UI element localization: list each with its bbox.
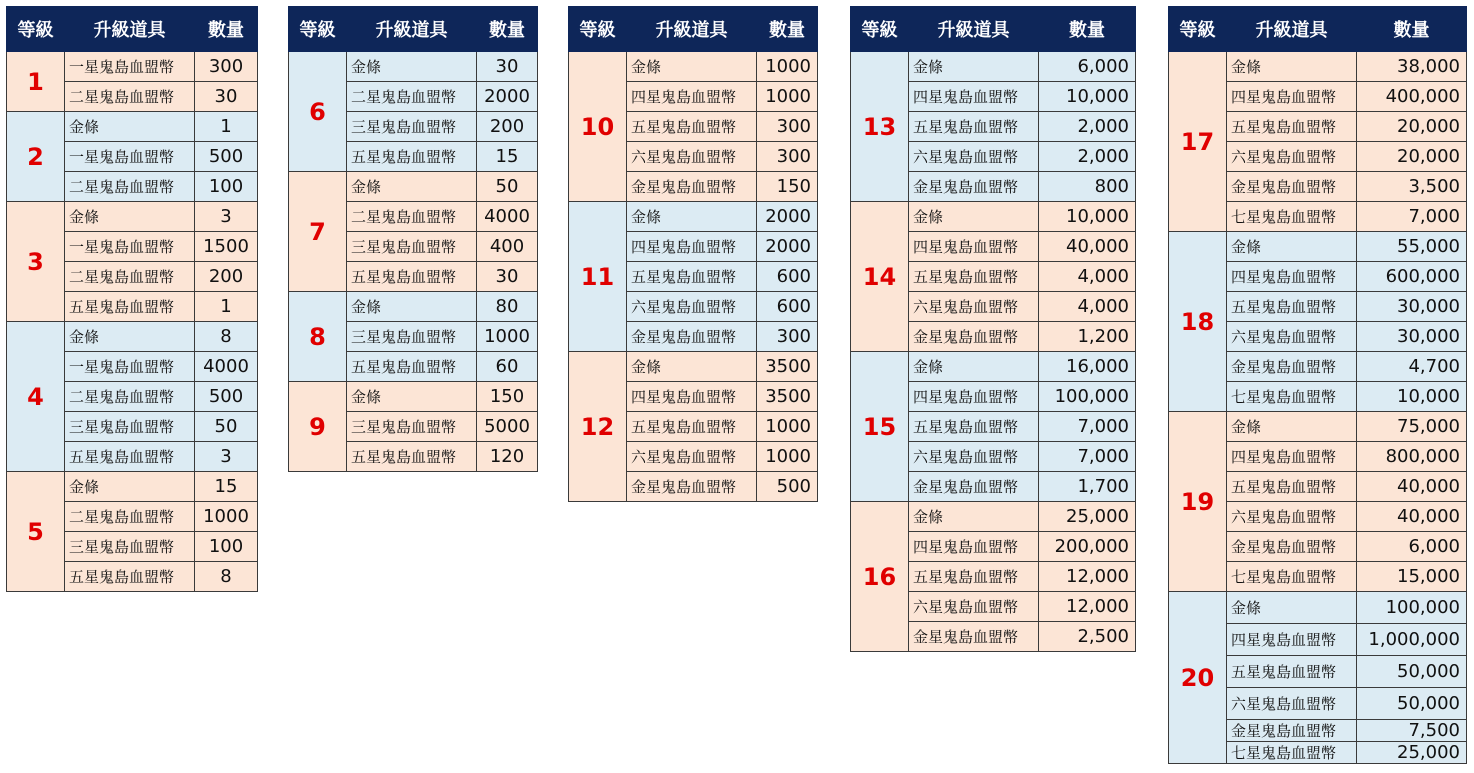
upgrade-table-2 — [288, 6, 538, 472]
item-cell: 五星鬼島血盟幣 — [347, 442, 477, 472]
item-cell: 金條 — [909, 502, 1039, 532]
item-cell: 六星鬼島血盟幣 — [1227, 322, 1357, 352]
item-cell: 五星鬼島血盟幣 — [347, 352, 477, 382]
item-cell: 五星鬼島血盟幣 — [1227, 656, 1357, 688]
qty-cell: 25,000 — [1357, 742, 1467, 764]
upgrade-table-1 — [6, 6, 258, 592]
qty-cell: 40,000 — [1039, 232, 1136, 262]
qty-cell: 1,200 — [1039, 322, 1136, 352]
qty-cell: 500 — [195, 382, 258, 412]
qty-cell: 4,700 — [1357, 352, 1467, 382]
qty-cell: 4000 — [477, 202, 538, 232]
level-cell: 18 — [1169, 232, 1227, 412]
qty-cell: 150 — [477, 382, 538, 412]
qty-cell: 200,000 — [1039, 532, 1136, 562]
qty-cell: 3 — [195, 442, 258, 472]
header-qty: 數量 — [1357, 7, 1467, 52]
item-cell: 五星鬼島血盟幣 — [627, 112, 757, 142]
qty-cell: 1500 — [195, 232, 258, 262]
item-cell: 五星鬼島血盟幣 — [1227, 472, 1357, 502]
item-cell: 三星鬼島血盟幣 — [347, 232, 477, 262]
item-cell: 一星鬼島血盟幣 — [65, 232, 195, 262]
item-cell: 金條 — [1227, 412, 1357, 442]
header-level: 等級 — [1169, 7, 1227, 52]
header-item: 升級道具 — [65, 7, 195, 52]
qty-cell: 50,000 — [1357, 688, 1467, 720]
item-cell: 五星鬼島血盟幣 — [65, 292, 195, 322]
table-row — [569, 202, 818, 232]
qty-cell: 1000 — [757, 442, 818, 472]
header-qty: 數量 — [757, 7, 818, 52]
upgrade-table-5 — [1168, 6, 1467, 764]
qty-cell: 2,500 — [1039, 622, 1136, 652]
level-cell: 9 — [289, 382, 347, 472]
item-cell: 四星鬼島血盟幣 — [909, 232, 1039, 262]
item-cell: 四星鬼島血盟幣 — [1227, 624, 1357, 656]
item-cell: 金條 — [347, 172, 477, 202]
qty-cell: 20,000 — [1357, 112, 1467, 142]
qty-cell: 100 — [195, 532, 258, 562]
level-cell: 14 — [851, 202, 909, 352]
item-cell: 三星鬼島血盟幣 — [65, 412, 195, 442]
item-cell: 金星鬼島血盟幣 — [909, 322, 1039, 352]
item-cell: 四星鬼島血盟幣 — [909, 532, 1039, 562]
level-cell: 20 — [1169, 592, 1227, 764]
item-cell: 二星鬼島血盟幣 — [347, 82, 477, 112]
table-row — [7, 472, 258, 502]
item-cell: 金條 — [347, 292, 477, 322]
item-cell: 六星鬼島血盟幣 — [1227, 688, 1357, 720]
qty-cell: 40,000 — [1357, 502, 1467, 532]
qty-cell: 1000 — [195, 502, 258, 532]
table-row — [7, 322, 258, 352]
item-cell: 六星鬼島血盟幣 — [1227, 502, 1357, 532]
level-cell: 13 — [851, 52, 909, 202]
qty-cell: 50 — [477, 172, 538, 202]
qty-cell: 600 — [757, 262, 818, 292]
level-cell: 7 — [289, 172, 347, 292]
item-cell: 金星鬼島血盟幣 — [627, 172, 757, 202]
item-cell: 一星鬼島血盟幣 — [65, 52, 195, 82]
qty-cell: 30 — [477, 262, 538, 292]
item-cell: 金條 — [909, 352, 1039, 382]
level-cell: 12 — [569, 352, 627, 502]
qty-cell: 7,000 — [1357, 202, 1467, 232]
item-cell: 五星鬼島血盟幣 — [627, 412, 757, 442]
qty-cell: 10,000 — [1039, 82, 1136, 112]
qty-cell: 15 — [195, 472, 258, 502]
item-cell: 五星鬼島血盟幣 — [1227, 292, 1357, 322]
qty-cell: 1,700 — [1039, 472, 1136, 502]
qty-cell: 30,000 — [1357, 292, 1467, 322]
qty-cell: 100 — [195, 172, 258, 202]
qty-cell: 15,000 — [1357, 562, 1467, 592]
level-cell: 5 — [7, 472, 65, 592]
qty-cell: 200 — [477, 112, 538, 142]
qty-cell: 12,000 — [1039, 592, 1136, 622]
item-cell: 四星鬼島血盟幣 — [1227, 262, 1357, 292]
item-cell: 金條 — [65, 112, 195, 142]
item-cell: 金星鬼島血盟幣 — [1227, 532, 1357, 562]
item-cell: 四星鬼島血盟幣 — [909, 82, 1039, 112]
item-cell: 四星鬼島血盟幣 — [627, 382, 757, 412]
item-cell: 一星鬼島血盟幣 — [65, 142, 195, 172]
qty-cell: 100,000 — [1039, 382, 1136, 412]
item-cell: 金條 — [347, 382, 477, 412]
qty-cell: 38,000 — [1357, 52, 1467, 82]
qty-cell: 1000 — [757, 82, 818, 112]
item-cell: 七星鬼島血盟幣 — [1227, 742, 1357, 764]
item-cell: 金星鬼島血盟幣 — [909, 172, 1039, 202]
item-cell: 三星鬼島血盟幣 — [347, 322, 477, 352]
table-row — [7, 112, 258, 142]
table-row — [851, 202, 1136, 232]
table-row — [7, 52, 258, 82]
item-cell: 金星鬼島血盟幣 — [909, 622, 1039, 652]
qty-cell: 1 — [195, 112, 258, 142]
qty-cell: 55,000 — [1357, 232, 1467, 262]
qty-cell: 10,000 — [1357, 382, 1467, 412]
item-cell: 七星鬼島血盟幣 — [1227, 562, 1357, 592]
qty-cell: 80 — [477, 292, 538, 322]
item-cell: 二星鬼島血盟幣 — [65, 382, 195, 412]
item-cell: 金條 — [65, 472, 195, 502]
qty-cell: 20,000 — [1357, 142, 1467, 172]
qty-cell: 4000 — [195, 352, 258, 382]
level-cell: 10 — [569, 52, 627, 202]
item-cell: 七星鬼島血盟幣 — [1227, 382, 1357, 412]
level-cell: 1 — [7, 52, 65, 112]
qty-cell: 300 — [195, 52, 258, 82]
item-cell: 五星鬼島血盟幣 — [909, 262, 1039, 292]
qty-cell: 8 — [195, 562, 258, 592]
qty-cell: 300 — [757, 142, 818, 172]
table-row — [289, 382, 538, 412]
item-cell: 金星鬼島血盟幣 — [1227, 720, 1357, 742]
qty-cell: 5000 — [477, 412, 538, 442]
item-cell: 五星鬼島血盟幣 — [909, 412, 1039, 442]
item-cell: 金條 — [65, 202, 195, 232]
item-cell: 金條 — [627, 202, 757, 232]
item-cell: 六星鬼島血盟幣 — [909, 442, 1039, 472]
qty-cell: 2000 — [477, 82, 538, 112]
header-item: 升級道具 — [347, 7, 477, 52]
qty-cell: 1000 — [757, 52, 818, 82]
qty-cell: 2,000 — [1039, 142, 1136, 172]
table-row — [1169, 52, 1467, 82]
item-cell: 六星鬼島血盟幣 — [627, 292, 757, 322]
upgrade-table-4 — [850, 6, 1136, 652]
table-row — [851, 352, 1136, 382]
qty-cell: 30 — [477, 52, 538, 82]
item-cell: 金條 — [909, 52, 1039, 82]
qty-cell: 6,000 — [1357, 532, 1467, 562]
qty-cell: 800,000 — [1357, 442, 1467, 472]
qty-cell: 2,000 — [1039, 112, 1136, 142]
qty-cell: 1,000,000 — [1357, 624, 1467, 656]
qty-cell: 120 — [477, 442, 538, 472]
item-cell: 二星鬼島血盟幣 — [65, 82, 195, 112]
qty-cell: 30 — [195, 82, 258, 112]
item-cell: 金星鬼島血盟幣 — [1227, 352, 1357, 382]
header-level: 等級 — [289, 7, 347, 52]
qty-cell: 400 — [477, 232, 538, 262]
header-qty: 數量 — [195, 7, 258, 52]
qty-cell: 100,000 — [1357, 592, 1467, 624]
item-cell: 五星鬼島血盟幣 — [1227, 112, 1357, 142]
level-cell: 17 — [1169, 52, 1227, 232]
item-cell: 四星鬼島血盟幣 — [1227, 82, 1357, 112]
table-row — [851, 502, 1136, 532]
item-cell: 六星鬼島血盟幣 — [627, 142, 757, 172]
item-cell: 四星鬼島血盟幣 — [1227, 442, 1357, 472]
qty-cell: 1 — [195, 292, 258, 322]
item-cell: 二星鬼島血盟幣 — [65, 262, 195, 292]
qty-cell: 60 — [477, 352, 538, 382]
level-cell: 6 — [289, 52, 347, 172]
item-cell: 金條 — [909, 202, 1039, 232]
qty-cell: 600,000 — [1357, 262, 1467, 292]
table-row — [1169, 232, 1467, 262]
level-cell: 11 — [569, 202, 627, 352]
qty-cell: 400,000 — [1357, 82, 1467, 112]
table-row — [1169, 592, 1467, 624]
qty-cell: 500 — [195, 142, 258, 172]
item-cell: 二星鬼島血盟幣 — [65, 172, 195, 202]
table-row — [569, 52, 818, 82]
qty-cell: 7,500 — [1357, 720, 1467, 742]
item-cell: 金條 — [627, 352, 757, 382]
table-row — [289, 292, 538, 322]
table-row — [289, 52, 538, 82]
item-cell: 金星鬼島血盟幣 — [627, 472, 757, 502]
item-cell: 金條 — [347, 52, 477, 82]
qty-cell: 50 — [195, 412, 258, 442]
qty-cell: 3500 — [757, 382, 818, 412]
item-cell: 三星鬼島血盟幣 — [347, 412, 477, 442]
item-cell: 六星鬼島血盟幣 — [909, 592, 1039, 622]
item-cell: 五星鬼島血盟幣 — [347, 262, 477, 292]
qty-cell: 3,500 — [1357, 172, 1467, 202]
qty-cell: 50,000 — [1357, 656, 1467, 688]
qty-cell: 40,000 — [1357, 472, 1467, 502]
item-cell: 七星鬼島血盟幣 — [1227, 202, 1357, 232]
item-cell: 五星鬼島血盟幣 — [347, 142, 477, 172]
item-cell: 五星鬼島血盟幣 — [909, 112, 1039, 142]
level-cell: 15 — [851, 352, 909, 502]
qty-cell: 200 — [195, 262, 258, 292]
header-level: 等級 — [569, 7, 627, 52]
qty-cell: 2000 — [757, 202, 818, 232]
table-row — [289, 172, 538, 202]
item-cell: 六星鬼島血盟幣 — [627, 442, 757, 472]
table-row — [851, 52, 1136, 82]
item-cell: 金條 — [1227, 52, 1357, 82]
item-cell: 六星鬼島血盟幣 — [1227, 142, 1357, 172]
qty-cell: 2000 — [757, 232, 818, 262]
qty-cell: 12,000 — [1039, 562, 1136, 592]
qty-cell: 16,000 — [1039, 352, 1136, 382]
level-cell: 8 — [289, 292, 347, 382]
qty-cell: 1000 — [757, 412, 818, 442]
header-item: 升級道具 — [909, 7, 1039, 52]
qty-cell: 800 — [1039, 172, 1136, 202]
header-level: 等級 — [851, 7, 909, 52]
item-cell: 三星鬼島血盟幣 — [347, 112, 477, 142]
level-cell: 4 — [7, 322, 65, 472]
item-cell: 金星鬼島血盟幣 — [1227, 172, 1357, 202]
item-cell: 三星鬼島血盟幣 — [65, 532, 195, 562]
item-cell: 金條 — [627, 52, 757, 82]
item-cell: 四星鬼島血盟幣 — [627, 82, 757, 112]
item-cell: 金星鬼島血盟幣 — [627, 322, 757, 352]
item-cell: 五星鬼島血盟幣 — [65, 562, 195, 592]
header-qty: 數量 — [1039, 7, 1136, 52]
qty-cell: 150 — [757, 172, 818, 202]
qty-cell: 10,000 — [1039, 202, 1136, 232]
item-cell: 六星鬼島血盟幣 — [909, 142, 1039, 172]
item-cell: 四星鬼島血盟幣 — [627, 232, 757, 262]
item-cell: 一星鬼島血盟幣 — [65, 352, 195, 382]
qty-cell: 6,000 — [1039, 52, 1136, 82]
qty-cell: 7,000 — [1039, 412, 1136, 442]
qty-cell: 300 — [757, 112, 818, 142]
header-item: 升級道具 — [1227, 7, 1357, 52]
level-cell: 3 — [7, 202, 65, 322]
qty-cell: 25,000 — [1039, 502, 1136, 532]
item-cell: 金星鬼島血盟幣 — [909, 472, 1039, 502]
upgrade-table-3 — [568, 6, 818, 502]
level-cell: 19 — [1169, 412, 1227, 592]
table-row — [569, 352, 818, 382]
item-cell: 六星鬼島血盟幣 — [909, 292, 1039, 322]
qty-cell: 15 — [477, 142, 538, 172]
item-cell: 金條 — [1227, 232, 1357, 262]
qty-cell: 1000 — [477, 322, 538, 352]
header-item: 升級道具 — [627, 7, 757, 52]
qty-cell: 8 — [195, 322, 258, 352]
qty-cell: 7,000 — [1039, 442, 1136, 472]
item-cell: 二星鬼島血盟幣 — [65, 502, 195, 532]
qty-cell: 3 — [195, 202, 258, 232]
level-cell: 16 — [851, 502, 909, 652]
qty-cell: 500 — [757, 472, 818, 502]
qty-cell: 30,000 — [1357, 322, 1467, 352]
header-level: 等級 — [7, 7, 65, 52]
header-qty: 數量 — [477, 7, 538, 52]
qty-cell: 300 — [757, 322, 818, 352]
qty-cell: 600 — [757, 292, 818, 322]
item-cell: 二星鬼島血盟幣 — [347, 202, 477, 232]
item-cell: 五星鬼島血盟幣 — [65, 442, 195, 472]
item-cell: 金條 — [1227, 592, 1357, 624]
qty-cell: 4,000 — [1039, 262, 1136, 292]
table-row — [7, 202, 258, 232]
table-row — [1169, 412, 1467, 442]
level-cell: 2 — [7, 112, 65, 202]
qty-cell: 3500 — [757, 352, 818, 382]
item-cell: 五星鬼島血盟幣 — [627, 262, 757, 292]
qty-cell: 4,000 — [1039, 292, 1136, 322]
qty-cell: 75,000 — [1357, 412, 1467, 442]
item-cell: 五星鬼島血盟幣 — [909, 562, 1039, 592]
item-cell: 金條 — [65, 322, 195, 352]
item-cell: 四星鬼島血盟幣 — [909, 382, 1039, 412]
